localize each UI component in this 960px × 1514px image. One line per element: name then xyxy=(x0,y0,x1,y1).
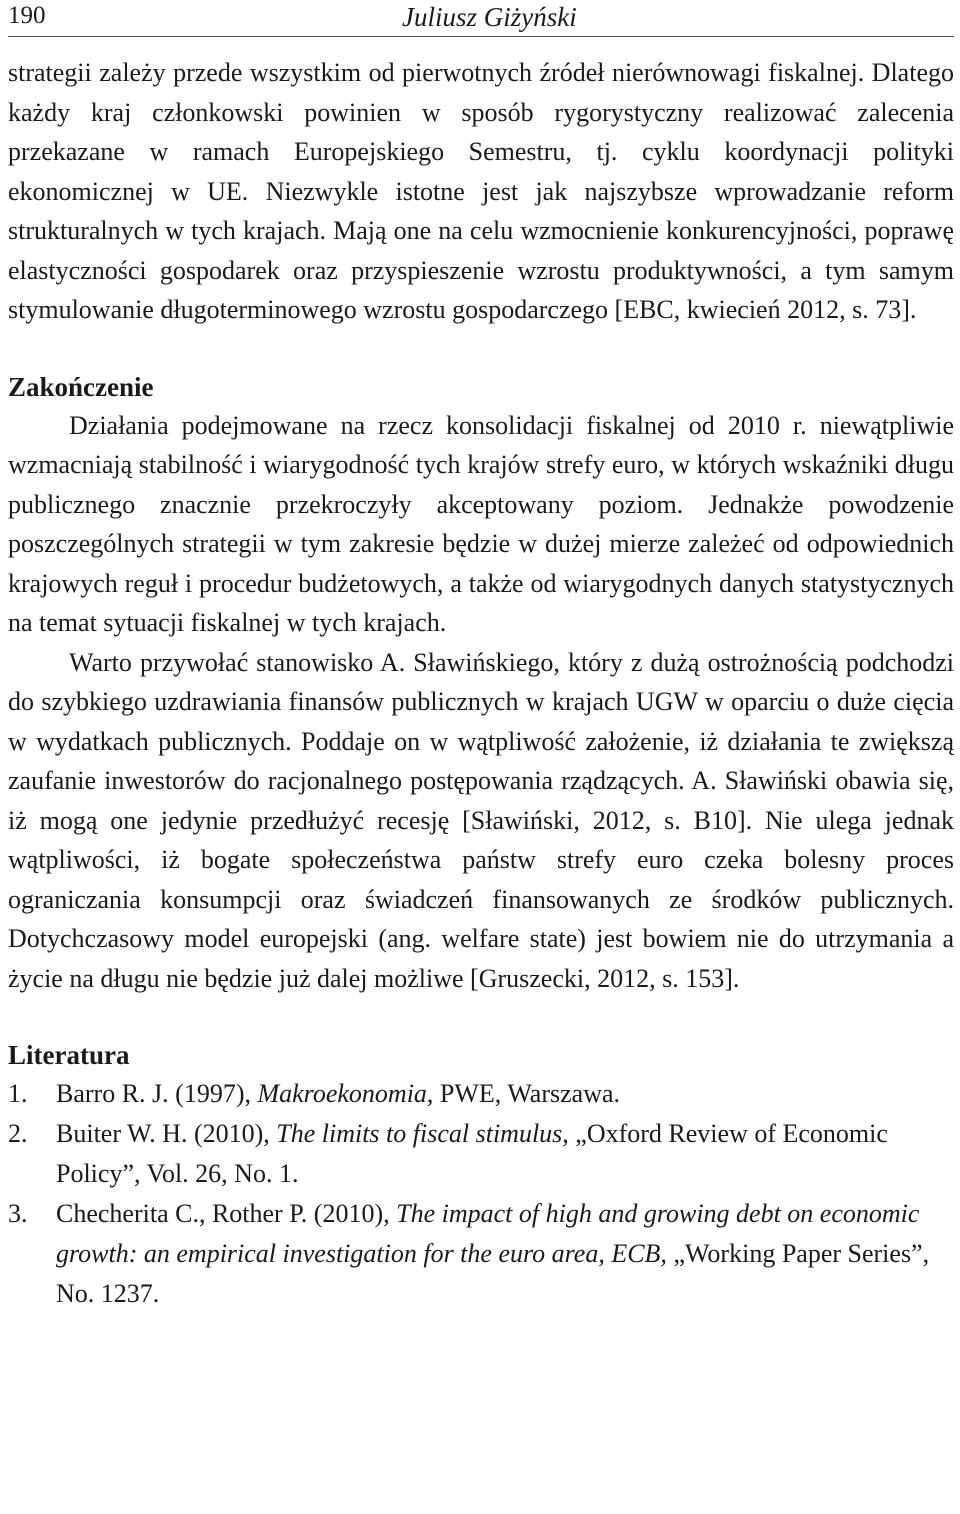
literature-heading: Literatura xyxy=(8,1040,130,1070)
reference-authors: Checherita C., Rother P. (2010), xyxy=(56,1199,397,1228)
running-header xyxy=(8,0,954,37)
reference-item xyxy=(8,1114,954,1194)
reference-title: Makroekonomia xyxy=(257,1079,427,1108)
body-text xyxy=(8,53,954,1314)
reference-authors: Buiter W. H. (2010), xyxy=(56,1119,277,1148)
reference-title: The limits to fiscal stimulus xyxy=(276,1119,563,1148)
reference-publisher: „Working Paper Series”, No. 1237. xyxy=(56,1239,930,1308)
reference-publisher: , „Oxford Review of Economic Policy”, Vol. 26, No. 1. xyxy=(56,1119,888,1188)
reference-list xyxy=(8,1074,954,1314)
reference-number: 3. xyxy=(8,1199,28,1228)
conclusion-paragraph-1: Działania podejmowane na rzecz konsolidacji fiskalnej od 2010 r. niewątpliwie wzmacniają stabilność i wiarygodność tych krajów strefy euro, w których wskaźniki długu publicznego znacznie przekroczyły akceptowany poziom. Jednakże powodzenie poszczególnych strategii w tym zakresie będzie w dużej mierze zależeć od odpowiednich krajowych reguł i procedur budżetowych, a także od wiarygodnych danych statystycznych na temat sytuacji fiskalnej w tych krajach. xyxy=(8,410,954,637)
reference-number: 2. xyxy=(8,1119,28,1148)
reference-item xyxy=(8,1074,954,1114)
intro-paragraph: strategii zależy przede wszystkim od pierwotnych źródeł nierównowagi fiskalnej. Dlatego każdy kraj członkowski powinien w sposób rygorystyczny realizować zalecenia przekazane w ramach Europejskiego Semestru, tj. cyklu koordynacji polityki ekonomicznej w UE. Niezwykle istotne jest jak najszybsze wprowadzanie reform strukturalnych w tych krajach. Mają one na celu wzmocnienie konkurencyjności, poprawę elastyczności gospodarek oraz przyspieszenie wzrostu produktywności, a tym samym stymulowanie długoterminowego wzrostu gospodarczego [EBC, kwiecień 2012, s. 73]. xyxy=(8,58,954,324)
conclusion-paragraph-2: Warto przywołać stanowisko A. Sławińskiego, który z dużą ostrożnością podchodzi do szybkiego uzdrawiania finansów publicznych w krajach UGW w oparciu o duże cięcia w wydatkach publicznych. Poddaje on w wątpliwość założenie, iż działania te zwiększą zaufanie inwestorów do racjonalnego postępowania rządzących. A. Sławiński obawia się, iż mogą one jedynie przedłużyć recesję [Sławiński, 2012, s. B10]. Nie ulega jednak wątpliwości, iż bogate społeczeństwa państw strefy euro czeka bolesny proces ograniczania konsumpcji oraz świadczeń finansowanych ze środków publicznych. Dotychczasowy model europejski (ang. welfare state) jest bowiem nie do utrzymania a życie na długu nie będzie już dalej możliwe [Gruszecki, 2012, s. 153]. xyxy=(8,647,954,993)
reference-publisher: , PWE, Warszawa. xyxy=(426,1079,621,1108)
reference-authors: Barro R. J. (1997), xyxy=(56,1079,258,1108)
page-number: 190 xyxy=(8,2,46,29)
reference-title: The impact of high and growing debt on economic growth: an empirical investigation for the euro area, ECB, xyxy=(56,1199,920,1268)
document-page xyxy=(8,0,954,1314)
reference-item xyxy=(8,1194,954,1314)
reference-number: 1. xyxy=(8,1079,28,1108)
running-header-author: Juliusz Giżyński xyxy=(402,2,577,32)
conclusion-heading: Zakończenie xyxy=(8,371,154,402)
